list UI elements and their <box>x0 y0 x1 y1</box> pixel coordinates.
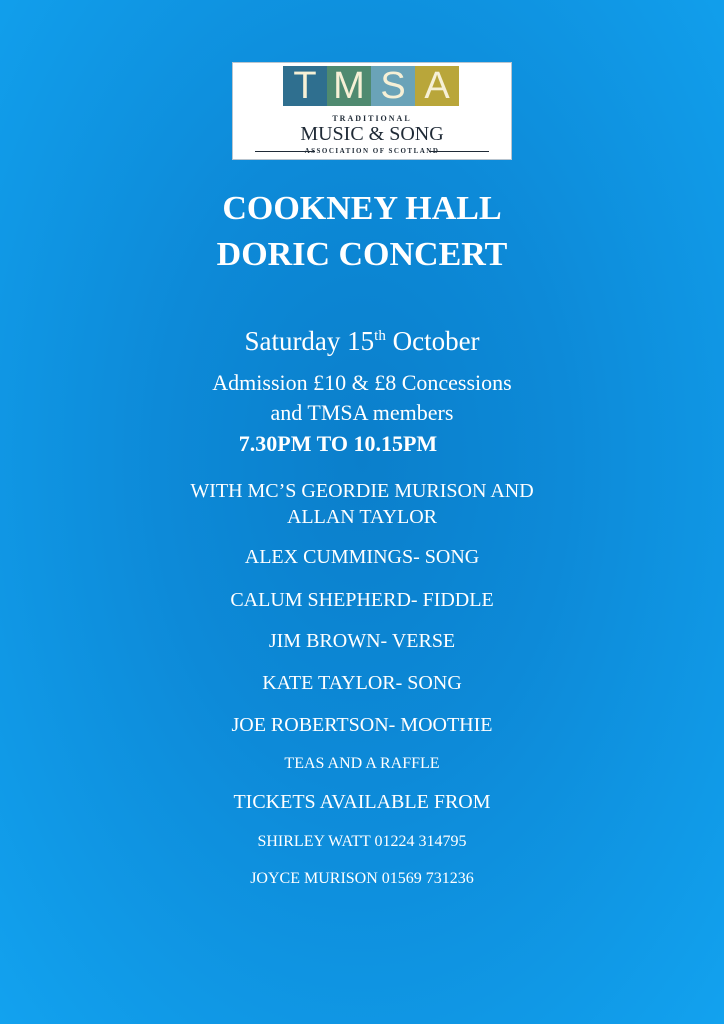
date-prefix: Saturday 15 <box>244 326 375 356</box>
extras-text: TEAS AND A RAFFLE <box>284 755 440 772</box>
event-time: 7.30PM TO 10.15PM <box>238 431 438 456</box>
ticket-contact-1: SHIRLEY WATT 01224 314795 <box>257 833 467 850</box>
title-line-2: DORIC CONCERT <box>216 236 508 273</box>
tickets-heading: TICKETS AVAILABLE FROM <box>233 791 491 813</box>
admission-line-1: Admission £10 & £8 Concessions <box>212 370 512 395</box>
logo-letter-blocks <box>283 66 459 106</box>
logo-association: ASSOCIATION OF SCOTLAND <box>304 147 440 155</box>
logo-letter-a: A <box>415 66 459 106</box>
ticket-contact-2: JOYCE MURISON 01569 731236 <box>250 870 474 887</box>
performer-1: ALEX CUMMINGS- SONG <box>244 546 480 568</box>
event-date <box>0 326 724 357</box>
tmsa-logo <box>232 62 512 160</box>
performer-3: JIM BROWN- VERSE <box>268 630 456 652</box>
admission-line-2: and TMSA members <box>270 400 454 425</box>
logo-music-song: MUSIC & SONG <box>300 123 444 145</box>
date-month: October <box>385 326 480 356</box>
mc-line-1: WITH MC’S GEORDIE MURISON AND <box>190 480 534 502</box>
date-suffix: th <box>374 328 386 344</box>
performer-5: JOE ROBERTSON- MOOTHIE <box>231 714 493 736</box>
logo-traditional: TRADITIONAL <box>332 114 412 123</box>
logo-letter-s: S <box>371 66 415 106</box>
performer-2: CALUM SHEPHERD- FIDDLE <box>230 589 494 611</box>
logo-letter-t: T <box>283 66 327 106</box>
logo-letter-m: M <box>327 66 371 106</box>
mc-line-2: ALLAN TAYLOR <box>286 506 438 528</box>
performer-4: KATE TAYLOR- SONG <box>262 672 462 694</box>
title-line-1: COOKNEY HALL <box>222 190 502 227</box>
